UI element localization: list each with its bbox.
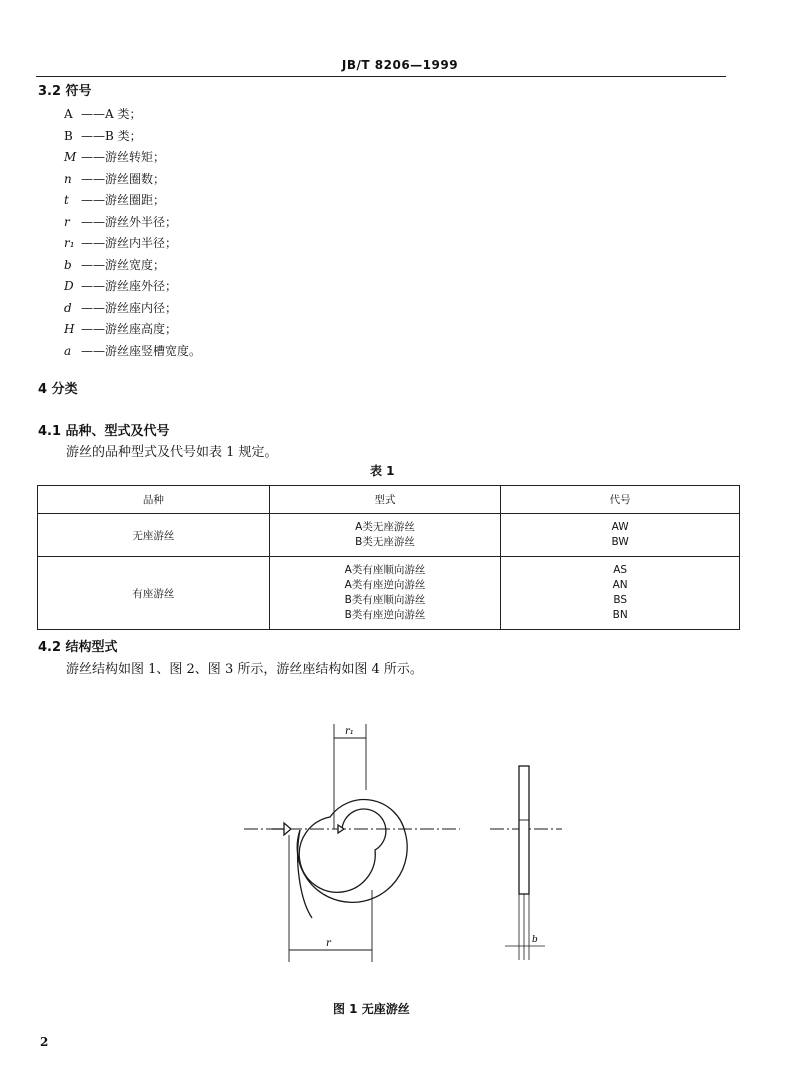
section-4-title: 4 分类 <box>38 382 78 397</box>
symbol-letter: A <box>64 107 73 121</box>
code-item: BN <box>612 609 628 621</box>
symbol-description: ——游丝转矩； <box>81 150 166 164</box>
symbol-description: ——游丝外半径； <box>81 214 178 229</box>
label-b: b <box>532 935 538 945</box>
spring-side-view <box>519 766 529 894</box>
symbol-letter: B <box>64 128 73 143</box>
symbol-letter: D <box>64 279 74 293</box>
table-cell-variety: 有座游丝 <box>38 557 270 630</box>
section-4-1-text: 游丝的品种型式及代号如表 1 规定。 <box>66 445 278 460</box>
symbol-description: ——B 类； <box>81 128 142 143</box>
code-item: BS <box>613 594 627 606</box>
symbol-letter: M <box>64 150 77 164</box>
type-item: B类有座顺向游丝 <box>344 594 426 606</box>
type-item: A类有座逆向游丝 <box>344 579 426 591</box>
section-3-2-title: 3.2 符号 <box>38 84 92 99</box>
symbol-description: ——游丝座竖槽宽度。 <box>81 343 202 358</box>
table-cell-variety: 无座游丝 <box>38 514 270 557</box>
symbol-letter: r <box>64 214 70 229</box>
symbol-description: ——游丝座高度； <box>81 322 178 336</box>
symbol-description: ——游丝圈数； <box>81 171 166 186</box>
section-4-1-title: 4.1 品种、型式及代号 <box>38 424 170 439</box>
symbol-description: ——游丝宽度； <box>81 257 166 272</box>
label-r: r <box>326 938 331 949</box>
symbol-description: ——游丝座内径； <box>81 300 178 315</box>
type-item: A类无座游丝 <box>355 521 415 533</box>
type-item: A类有座顺向游丝 <box>344 564 426 576</box>
symbol-description: ——A 类； <box>81 107 142 121</box>
table-caption: 表 1 <box>370 464 395 478</box>
code-item: AS <box>613 564 628 576</box>
symbol-letter: t <box>64 193 69 207</box>
code-item: AN <box>612 579 628 591</box>
table-header-code: 代号 <box>501 486 740 514</box>
symbol-letter: H <box>64 322 75 336</box>
label-r1: r₁ <box>345 726 354 737</box>
symbol-letter: b <box>64 257 72 272</box>
table-header-type: 型式 <box>269 486 501 514</box>
type-item: B类有座逆向游丝 <box>344 609 426 621</box>
spiral-spring <box>297 800 407 903</box>
page-number: 2 <box>40 1035 49 1049</box>
type-item: B类无座游丝 <box>355 536 415 548</box>
code-item: BW <box>611 536 629 548</box>
section-4-2-text: 游丝结构如图 1、图 2、图 3 所示，游丝座结构如图 4 所示。 <box>66 662 423 677</box>
symbol-letter: a <box>64 343 72 358</box>
symbol-description: ——游丝座外径； <box>81 279 178 293</box>
code-item: AW <box>611 521 629 533</box>
table-header-variety: 品种 <box>38 486 270 514</box>
figure-1-caption: 图 1 无座游丝 <box>333 1002 410 1016</box>
section-4-2-title: 4.2 结构型式 <box>38 640 118 655</box>
symbol-description: ——游丝内半径； <box>81 236 178 250</box>
symbol-description: ——游丝圈距； <box>81 193 166 207</box>
symbol-letter: n <box>64 171 72 186</box>
symbol-letter: d <box>64 300 72 315</box>
symbol-letter: r₁ <box>64 236 75 250</box>
document-header: JB/T 8206—1999 <box>341 58 459 72</box>
